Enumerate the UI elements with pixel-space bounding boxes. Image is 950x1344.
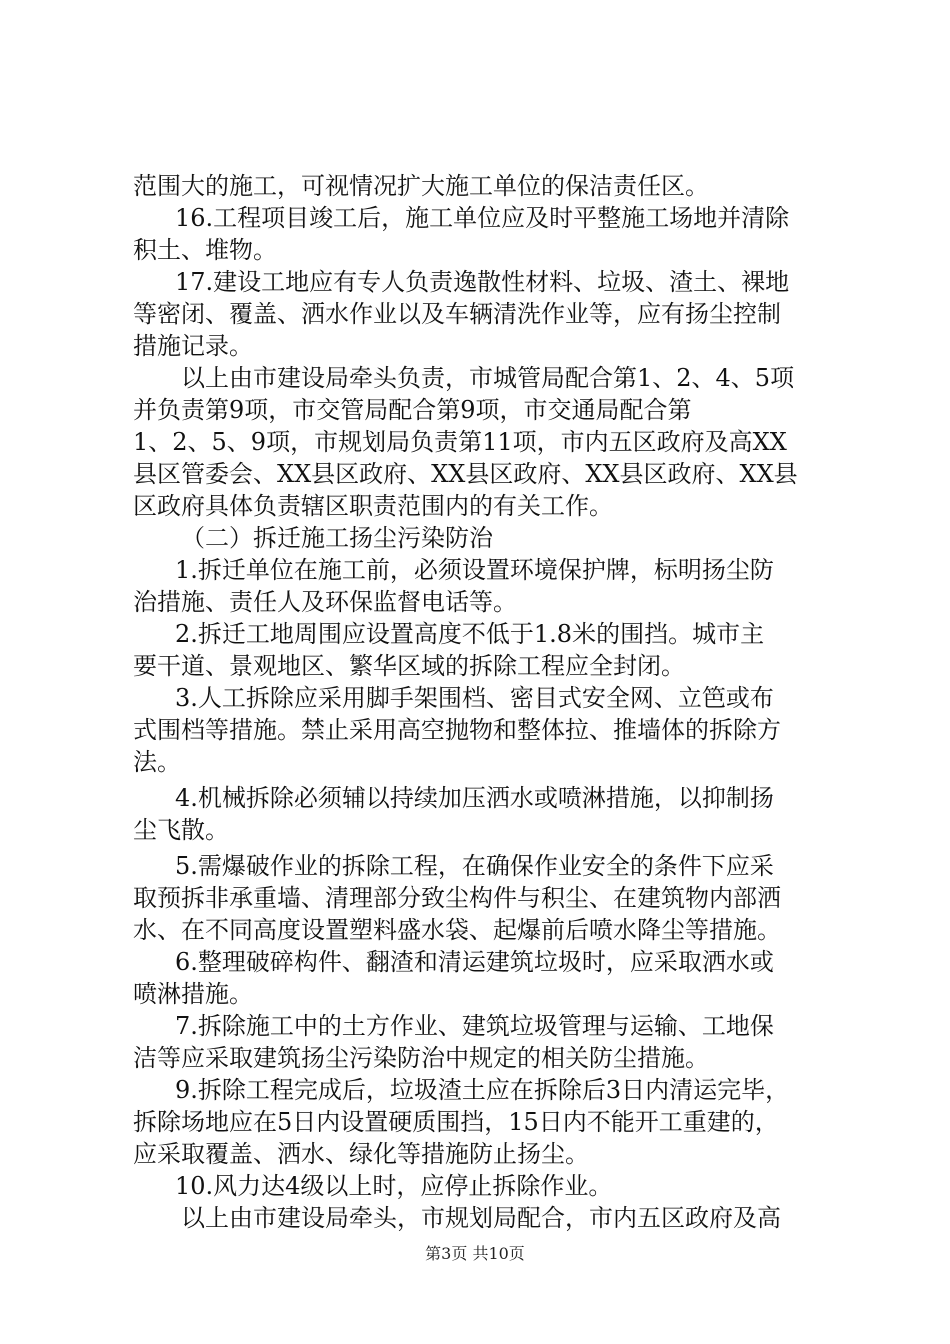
text-line: 水、在不同高度设置塑料盛水袋、起爆前后喷水降尘等措施。 xyxy=(133,916,781,944)
text-line: 应采取覆盖、洒水、绿化等措施防止扬尘。 xyxy=(133,1140,589,1168)
text-line: 尘飞散。 xyxy=(133,816,229,844)
text-line: 法。 xyxy=(133,748,181,776)
text-line: 5.需爆破作业的拆除工程，在确保作业安全的条件下应采 xyxy=(175,852,774,880)
text-line: 要干道、景观地区、繁华区域的拆除工程应全封闭。 xyxy=(133,652,685,680)
text-line: 7.拆除施工中的土方作业、建筑垃圾管理与运输、工地保 xyxy=(175,1012,774,1040)
text-line: 17.建设工地应有专人负责逸散性材料、垃圾、渣土、裸地 xyxy=(175,268,790,296)
text-line: 6.整理破碎构件、翻渣和清运建筑垃圾时，应采取洒水或 xyxy=(175,948,774,976)
text-line: 1.拆迁单位在施工前，必须设置环境保护牌，标明扬尘防 xyxy=(175,556,774,584)
text-line: 10.风力达4级以上时，应停止拆除作业。 xyxy=(175,1172,613,1200)
text-line: 式围档等措施。禁止采用高空抛物和整体拉、推墙体的拆除方 xyxy=(133,716,781,744)
text-line: 积土、堆物。 xyxy=(133,236,277,264)
text-line: 4.机械拆除必须辅以持续加压洒水或喷淋措施，以抑制扬 xyxy=(175,784,774,812)
text-line: 并负责第9项，市交管局配合第9项，市交通局配合第 xyxy=(133,396,692,424)
text-line: 3.人工拆除应采用脚手架围档、密目式安全网、立笆或布 xyxy=(175,684,774,712)
text-line: 治措施、责任人及环保监督电话等。 xyxy=(133,588,517,616)
document-body xyxy=(133,170,833,1234)
text-line: 以上由市建设局牵头，市规划局配合，市内五区政府及高 xyxy=(181,1204,781,1232)
text-line: 洁等应采取建筑扬尘污染防治中规定的相关防尘措施。 xyxy=(133,1044,709,1072)
text-line: 措施记录。 xyxy=(133,332,253,360)
text-line: 喷淋措施。 xyxy=(133,980,253,1008)
text-line: 县区管委会、XX县区政府、XX县区政府、XX县区政府、XX县 xyxy=(133,460,798,488)
text-line: 范围大的施工，可视情况扩大施工单位的保洁责任区。 xyxy=(133,172,709,200)
text-line: 区政府具体负责辖区职责范围内的有关工作。 xyxy=(133,492,613,520)
section-heading: （二）拆迁施工扬尘污染防治 xyxy=(181,524,493,552)
text-line: 以上由市建设局牵头负责，市城管局配合第1、2、4、5项 xyxy=(181,364,795,392)
text-line: 1、2、5、9项，市规划局负责第11项，市内五区政府及高XX xyxy=(133,428,787,456)
text-line: 9.拆除工程完成后，垃圾渣土应在拆除后3日内清运完毕， xyxy=(175,1076,790,1104)
text-line: 16.工程项目竣工后，施工单位应及时平整施工场地并清除 xyxy=(175,204,790,232)
text-line: 2.拆迁工地周围应设置高度不低于1.8米的围挡。城市主 xyxy=(175,620,765,648)
text-line: 取预拆非承重墙、清理部分致尘构件与积尘、在建筑物内部洒 xyxy=(133,884,781,912)
text-line: 拆除场地应在5日内设置硬质围挡，15日内不能开工重建的， xyxy=(133,1108,779,1136)
text-line: 等密闭、覆盖、洒水作业以及车辆清洗作业等，应有扬尘控制 xyxy=(133,300,781,328)
page-number-footer: 第3页 共10页 xyxy=(425,1244,525,1263)
